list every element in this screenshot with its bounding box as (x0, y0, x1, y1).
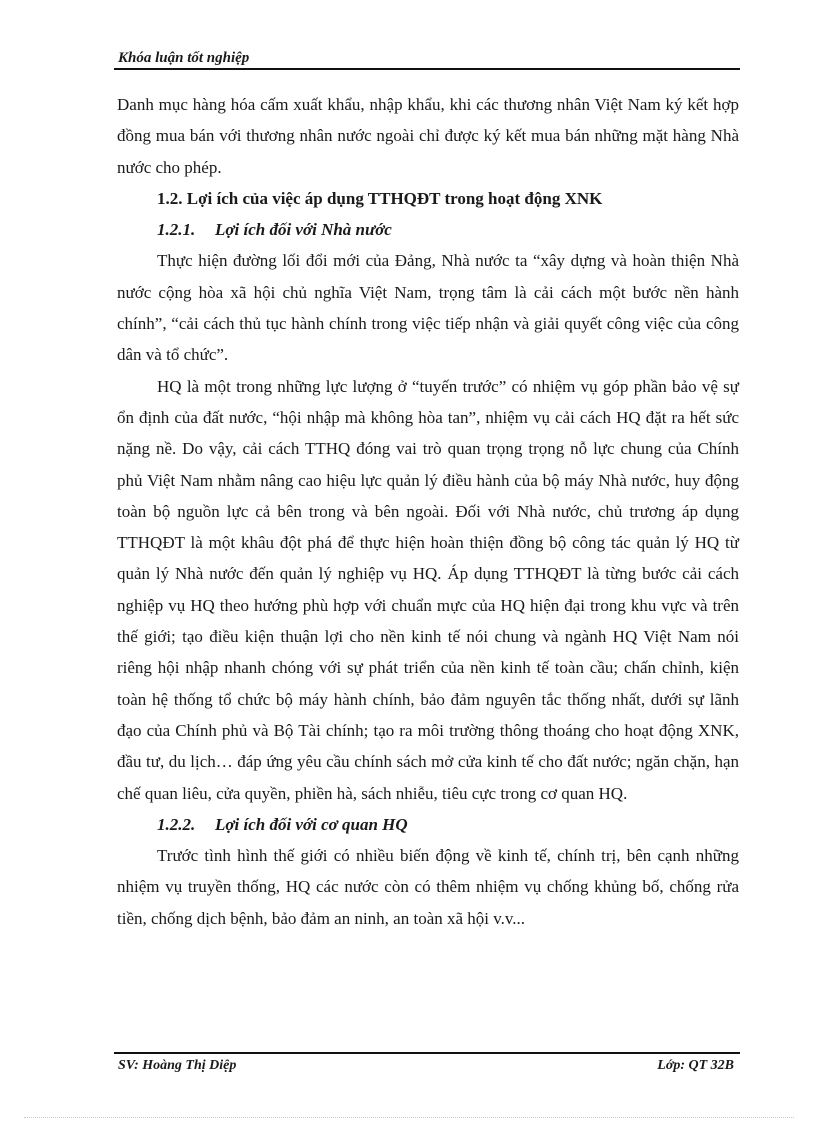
paragraph-customs-role: HQ là một trong những lực lượng ở “tuyến trước” có nhiệm vụ góp phần bảo vệ sự ổn định của đất nước, “hội nhập mà không hòa tan”, nhiệm vụ cải cách HQ đặt ra hết sức nặng nề. Do vậy, cải cách TTHQ đóng vai trò quan trọng trọng nỗ lực chung của Chính phủ Việt Nam nhằm nâng cao hiệu lực quản lý điều hành của bộ máy Nhà nước, huy động toàn bộ nguồn lực cả bên trong và bên ngoài. Đối với Nhà nước, chủ trương áp dụng TTHQĐT là một khâu đột phá để thực hiện hoàn thiện đồng bộ công tác quản lý HQ từ quản lý Nhà nước đến quản lý nghiệp vụ HQ. Áp dụng TTHQĐT là từng bước cải cách nghiệp vụ HQ theo hướng phù hợp với chuẩn mực của HQ hiện đại trong khu vực và trên thế giới; tạo điều kiện thuận lợi cho nền kinh tế nói chung và ngành HQ Việt Nam nói riêng hội nhập nhanh chóng với sự phát triển của nền kinh tế toàn cầu; chấn chỉnh, kiện toàn hệ thống tổ chức bộ máy hành chính, bảo đảm nguyên tắc thống nhất, dưới sự lãnh đạo của Chính phủ và Bộ Tài chính; tạo ra môi trường thông thoáng cho hoạt động XNK, đầu tư, du lịch… đáp ứng yêu cầu chính sách mở cửa kinh tế cho đất nước; ngăn chặn, hạn chế quan liêu, cửa quyền, phiền hà, sách nhiễu, tiêu cực trong cơ quan HQ. (117, 376, 739, 803)
page-edge-divider (24, 1117, 794, 1118)
subsection-heading-1-2-2 (117, 809, 739, 840)
paragraph-intro: Danh mục hàng hóa cấm xuất khẩu, nhập khẩu, khi các thương nhân Việt Nam ký kết hợp đồng mua bán với thương nhân nước ngoài chỉ được ký kết mua bán những mặt hàng Nhà nước cho phép. (117, 95, 739, 177)
footer-student-name: SV: Hoàng Thị Diệp (118, 1058, 237, 1073)
body-content (117, 89, 739, 934)
header-divider (114, 68, 740, 70)
paragraph-state-reform: Thực hiện đường lối đổi mới của Đảng, Nhà nước ta “xây dựng và hoàn thiện Nhà nước cộng hòa xã hội chủ nghĩa Việt Nam, trọng tâm là cải cách một bước nền hành chính”, “cải cách thủ tục hành chính trong việc tiếp nhận và giải quyết công việc của công dân và tổ chức”. (117, 251, 739, 365)
section-heading-1-2: 1.2. Lợi ích của việc áp dụng TTHQĐT trong hoạt động XNK (157, 188, 603, 208)
subsection-heading-1-2-1 (117, 214, 739, 245)
subsection-title: Lợi ích đối với Nhà nước (215, 220, 392, 240)
paragraph-world-situation: Trước tình hình thế giới có nhiều biến động về kinh tế, chính trị, bên cạnh những nhiệm vụ truyền thống, HQ các nước còn có thêm nhiệm vụ chống khủng bố, chống rửa tiền, chống dịch bệnh, bảo đảm an ninh, an toàn xã hội v.v... (117, 846, 739, 928)
subsection-number: 1.2.2. (157, 814, 196, 834)
footer-divider (114, 1052, 740, 1054)
header-title: Khóa luận tốt nghiệp (118, 50, 250, 66)
footer-class: Lớp: QT 32B (657, 1058, 734, 1073)
subsection-title: Lợi ích đối với cơ quan HQ (215, 814, 408, 834)
subsection-number: 1.2.1. (157, 220, 196, 240)
